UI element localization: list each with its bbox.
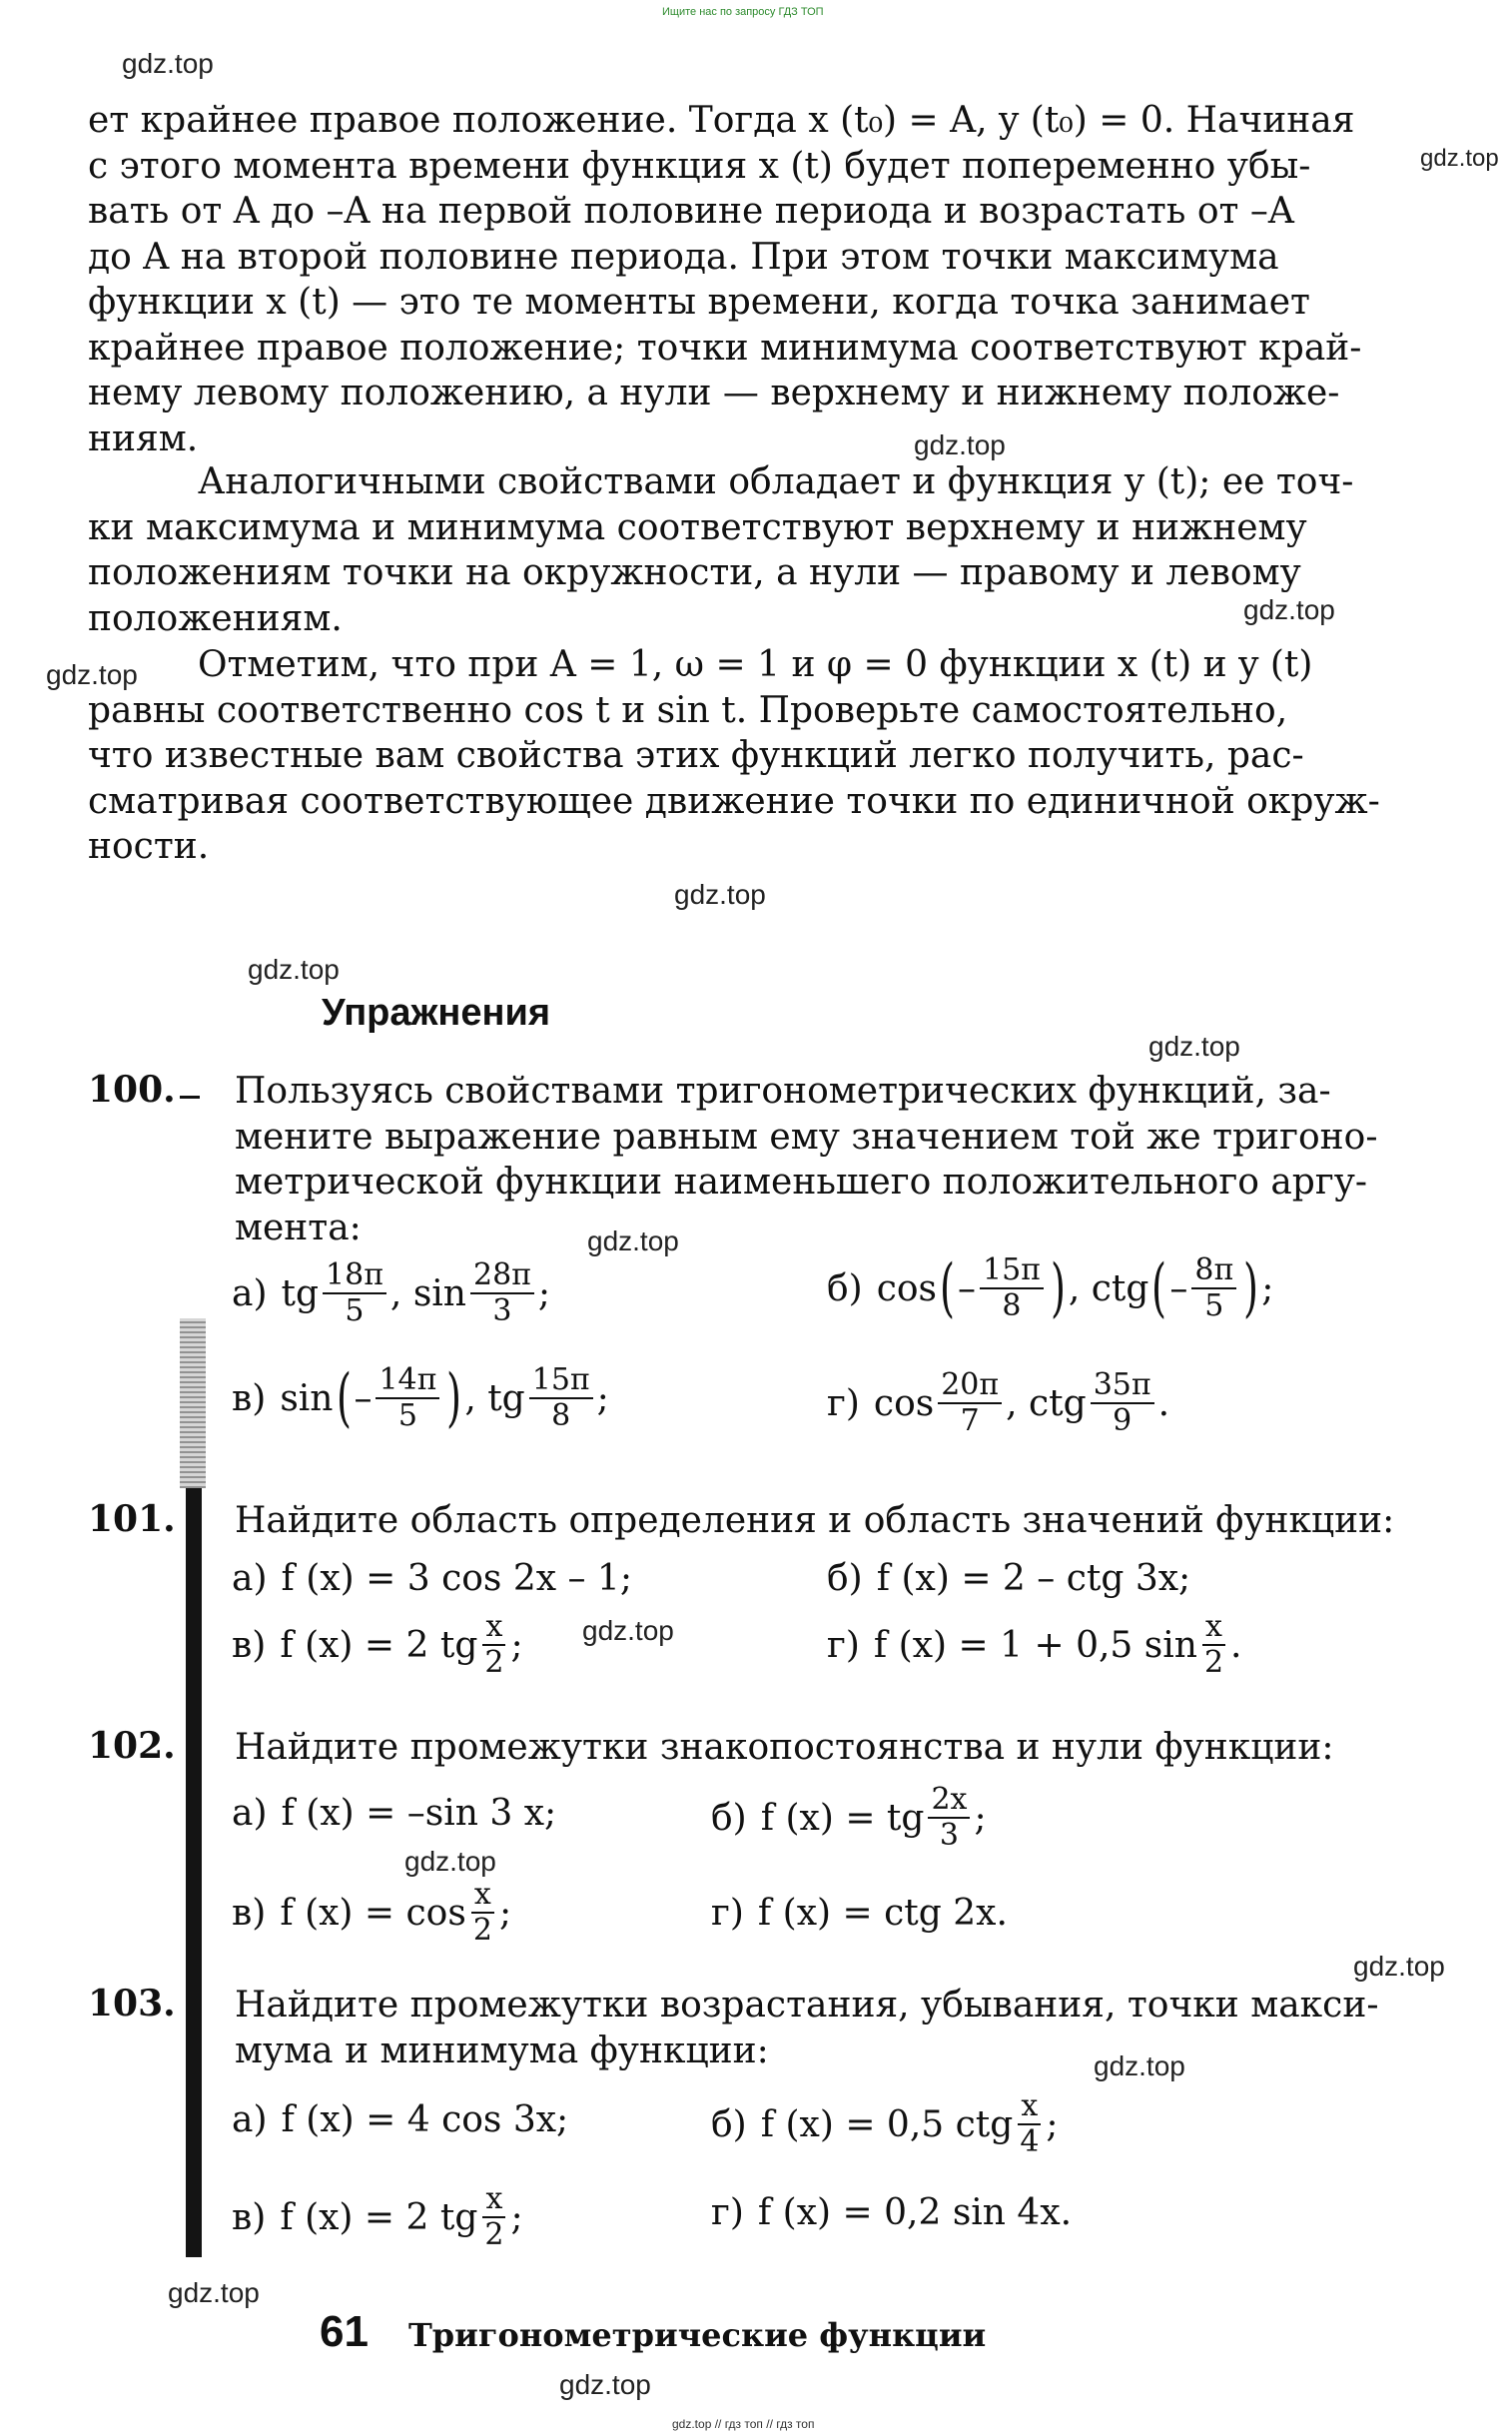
fraction: $\frac{18\pi}{5}$ (323, 1258, 386, 1328)
exercise-item: а) tg $\frac{18\pi}{5}$ , sin $\frac{28\pi}{3}$ ; (232, 1257, 551, 1328)
site-watermark: gdz.top (587, 1225, 679, 1256)
formula: f (x) = 2 – ctg 3x; (876, 1558, 1191, 1599)
fraction: $\frac{x}{2}$ (1203, 1609, 1224, 1680)
exercise-item (711, 1893, 1008, 1934)
site-watermark: gdz.top (1353, 1951, 1445, 1982)
site-watermark: gdz.top (122, 48, 214, 79)
fraction: $\frac{15\pi}{8}$ (980, 1253, 1044, 1323)
item-label: а) (232, 1558, 268, 1599)
fraction: $\frac{x}{2}$ (484, 2181, 504, 2252)
item-label: в) (232, 1377, 267, 1419)
exercise-item: б) f (x) = 0,5 ctg $\frac{x}{4}$ ; (711, 2088, 1059, 2159)
fraction: $\frac{x}{4}$ (1020, 2088, 1040, 2159)
formula: f (x) = 4 cos 3x; (281, 2099, 569, 2140)
item-label: б) (711, 1797, 747, 1839)
page-number: 61 (320, 2307, 369, 2356)
fraction: $\frac{14\pi}{5}$ (376, 1363, 439, 1433)
body-paragraph (88, 98, 1436, 461)
function-name: tg (487, 1377, 525, 1419)
item-label: б) (827, 1558, 863, 1599)
text-line: мените выражение равным ему значением той же тригоно- (235, 1116, 1378, 1158)
function-name: ctg (1091, 1267, 1149, 1309)
fraction: $\frac{x}{2}$ (472, 1877, 492, 1948)
exercise-item: б) cos ( – $\frac{15\pi}{8}$ ) , ctg ( – $\frac{8\pi}{5}$ ) ; (827, 1251, 1274, 1325)
margin-bar (186, 1488, 202, 2257)
text-line: ности. (88, 826, 210, 867)
exercise-number: 101. (88, 1498, 176, 1540)
formula: f (x) = 0,2 sin 4x. (757, 2192, 1073, 2233)
body-paragraph (88, 459, 1436, 641)
exercise-item (232, 1558, 632, 1599)
function-name: tg (281, 1272, 320, 1314)
exercise-item: г) cos $\frac{20\pi}{7}$ , ctg $\frac{35\pi}{9}$ . (827, 1367, 1170, 1438)
text-line: Пользуясь свойствами тригонометрических функций, за- (235, 1071, 1331, 1112)
text-line: метрической функции наименьшего положительного аргу- (235, 1162, 1368, 1203)
exercise-item (232, 2099, 568, 2140)
fraction: $\frac{8\pi}{5}$ (1191, 1253, 1236, 1323)
formula: f (x) = tg (760, 1797, 925, 1839)
item-label: в) (232, 1624, 267, 1666)
text-line: до A на второй половине периода. При этом точки максимума (88, 236, 1279, 278)
margin-bar-texture (180, 1318, 206, 1488)
formula: f (x) = 3 cos 2x – 1; (281, 1558, 632, 1599)
text-line: равны соответственно cos t и sin t. Проверьте самостоятельно, (88, 689, 1288, 731)
top-banner-watermark: Ищите нас по запросу ГДЗ ТОП (662, 6, 824, 18)
text-line: ет крайнее правое положение. Тогда x (t₀) = A, y (t₀) = 0. Начиная (88, 100, 1355, 141)
exercise-text (235, 1725, 1433, 1771)
item-label: а) (232, 1272, 268, 1314)
site-watermark: gdz.top (168, 2277, 260, 2308)
exercise-number: 100. (88, 1069, 176, 1111)
formula: f (x) = cos (280, 1892, 466, 1934)
exercise-item: в) f (x) = 2 tg $\frac{x}{2}$ ; (232, 1609, 523, 1680)
site-watermark: gdz.top (248, 954, 340, 985)
exercise-item: в) sin ( – $\frac{14\pi}{5}$ ) , tg $\frac{15\pi}{8}$ ; (232, 1361, 609, 1435)
function-name: sin (280, 1377, 334, 1419)
formula: f (x) = 1 + 0,5 sin (873, 1624, 1197, 1666)
text-line: вать от A до –A на первой половине периода и возрастать от –A (88, 191, 1294, 232)
text-line: с этого момента времени функция x (t) будет попеременно убы- (88, 145, 1311, 187)
page-footer (320, 2307, 986, 2357)
text-line: ниям. (88, 417, 199, 459)
fraction: $\frac{15\pi}{8}$ (529, 1363, 593, 1433)
text-line: крайнее правое положение; точки минимума соответствуют край- (88, 327, 1362, 369)
exercise-item (827, 1558, 1190, 1599)
formula: f (x) = 0,5 ctg (760, 2103, 1014, 2145)
text-line: функции x (t) — это те моменты времени, когда точка занимает (88, 282, 1310, 323)
exercise-item: в) f (x) = cos $\frac{x}{2}$ ; (232, 1877, 512, 1948)
formula: f (x) = –sin 3 x; (281, 1793, 557, 1834)
text-line: положениям точки на окружности, а нули — правому и левому (88, 552, 1301, 593)
exercise-number: 102. (88, 1725, 176, 1767)
exercise-text (235, 1069, 1433, 1250)
site-watermark: gdz.top (1420, 145, 1499, 172)
text-line: Найдите промежутки возрастания, убывания, точки макси- (235, 1985, 1379, 2026)
exercise-item: в) f (x) = 2 tg $\frac{x}{2}$ ; (232, 2181, 523, 2252)
item-label: а) (232, 2099, 268, 2140)
exercise-item: б) f (x) = tg $\frac{2x}{3}$ ; (711, 1782, 987, 1853)
text-line: мума и минимума функции: (235, 2030, 769, 2071)
text-line: Найдите область определения и область значений функции: (235, 1500, 1395, 1541)
formula: f (x) = 2 tg (280, 1624, 478, 1666)
site-watermark: gdz.top (914, 429, 1006, 460)
site-watermark: gdz.top (404, 1846, 496, 1877)
exercise-item: г) f (x) = 1 + 0,5 sin $\frac{x}{2}$ . (827, 1609, 1242, 1680)
exercise-item (711, 2192, 1072, 2233)
item-label: г) (711, 2192, 744, 2233)
fraction: $\frac{x}{2}$ (484, 1609, 504, 1680)
fraction: $\frac{20\pi}{7}$ (938, 1368, 1002, 1438)
exercise-text (235, 1983, 1433, 2073)
exercise-number: 103. (88, 1983, 176, 2025)
site-watermark: gdz.top (1243, 594, 1335, 625)
function-name: cos (876, 1267, 938, 1309)
site-watermark: gdz.top (46, 659, 138, 690)
site-watermark: gdz.top (1094, 2050, 1185, 2081)
fraction: $\frac{2x}{3}$ (928, 1783, 970, 1853)
exercise-text (235, 1498, 1433, 1544)
fraction: $\frac{28\pi}{3}$ (470, 1258, 534, 1328)
text-line: мента: (235, 1207, 362, 1248)
item-label: б) (711, 2103, 747, 2145)
item-label: в) (232, 2196, 267, 2238)
text-line: сматривая соответствующее движение точки по единичной окруж- (88, 780, 1380, 822)
text-line: положениям. (88, 597, 343, 639)
exercise-dash (180, 1096, 200, 1099)
text-line: Отметим, что при A = 1, ω = 1 и φ = 0 функции x (t) и y (t) (198, 644, 1313, 685)
function-name: cos (873, 1382, 935, 1424)
formula: f (x) = 2 tg (280, 2196, 478, 2238)
function-name: sin (412, 1272, 466, 1314)
site-watermark: gdz.top (559, 2369, 651, 2400)
item-label: г) (827, 1624, 860, 1666)
exercise-item (232, 1793, 556, 1834)
item-label: б) (827, 1267, 863, 1309)
item-label: г) (711, 1893, 744, 1934)
site-watermark: gdz.top (582, 1615, 674, 1646)
item-label: в) (232, 1892, 267, 1934)
site-watermark: gdz.top (1148, 1031, 1240, 1062)
text-line: Аналогичными свойствами обладает и функция y (t); ее точ- (198, 461, 1354, 502)
item-label: г) (827, 1382, 860, 1424)
footer-links-watermark: gdz.top // гдз топ // гдз топ (672, 2417, 815, 2431)
chapter-title: Тригонометрические функции (407, 2316, 987, 2354)
formula: f (x) = ctg 2x. (757, 1893, 1008, 1934)
fraction: $\frac{35\pi}{9}$ (1091, 1368, 1154, 1438)
text-line: что известные вам свойства этих функций легко получить, рас- (88, 735, 1304, 776)
site-watermark: gdz.top (674, 879, 766, 910)
text-line: нему левому положению, а нули — верхнему и нижнему положе- (88, 373, 1340, 413)
body-paragraph (88, 642, 1436, 870)
text-line: Найдите промежутки знакопостоянства и нули функции: (235, 1727, 1334, 1768)
section-title: Упражнения (322, 992, 551, 1034)
item-label: а) (232, 1793, 268, 1834)
text-line: ки максимума и минимума соответствуют верхнему и нижнему (88, 506, 1307, 548)
function-name: ctg (1029, 1382, 1087, 1424)
